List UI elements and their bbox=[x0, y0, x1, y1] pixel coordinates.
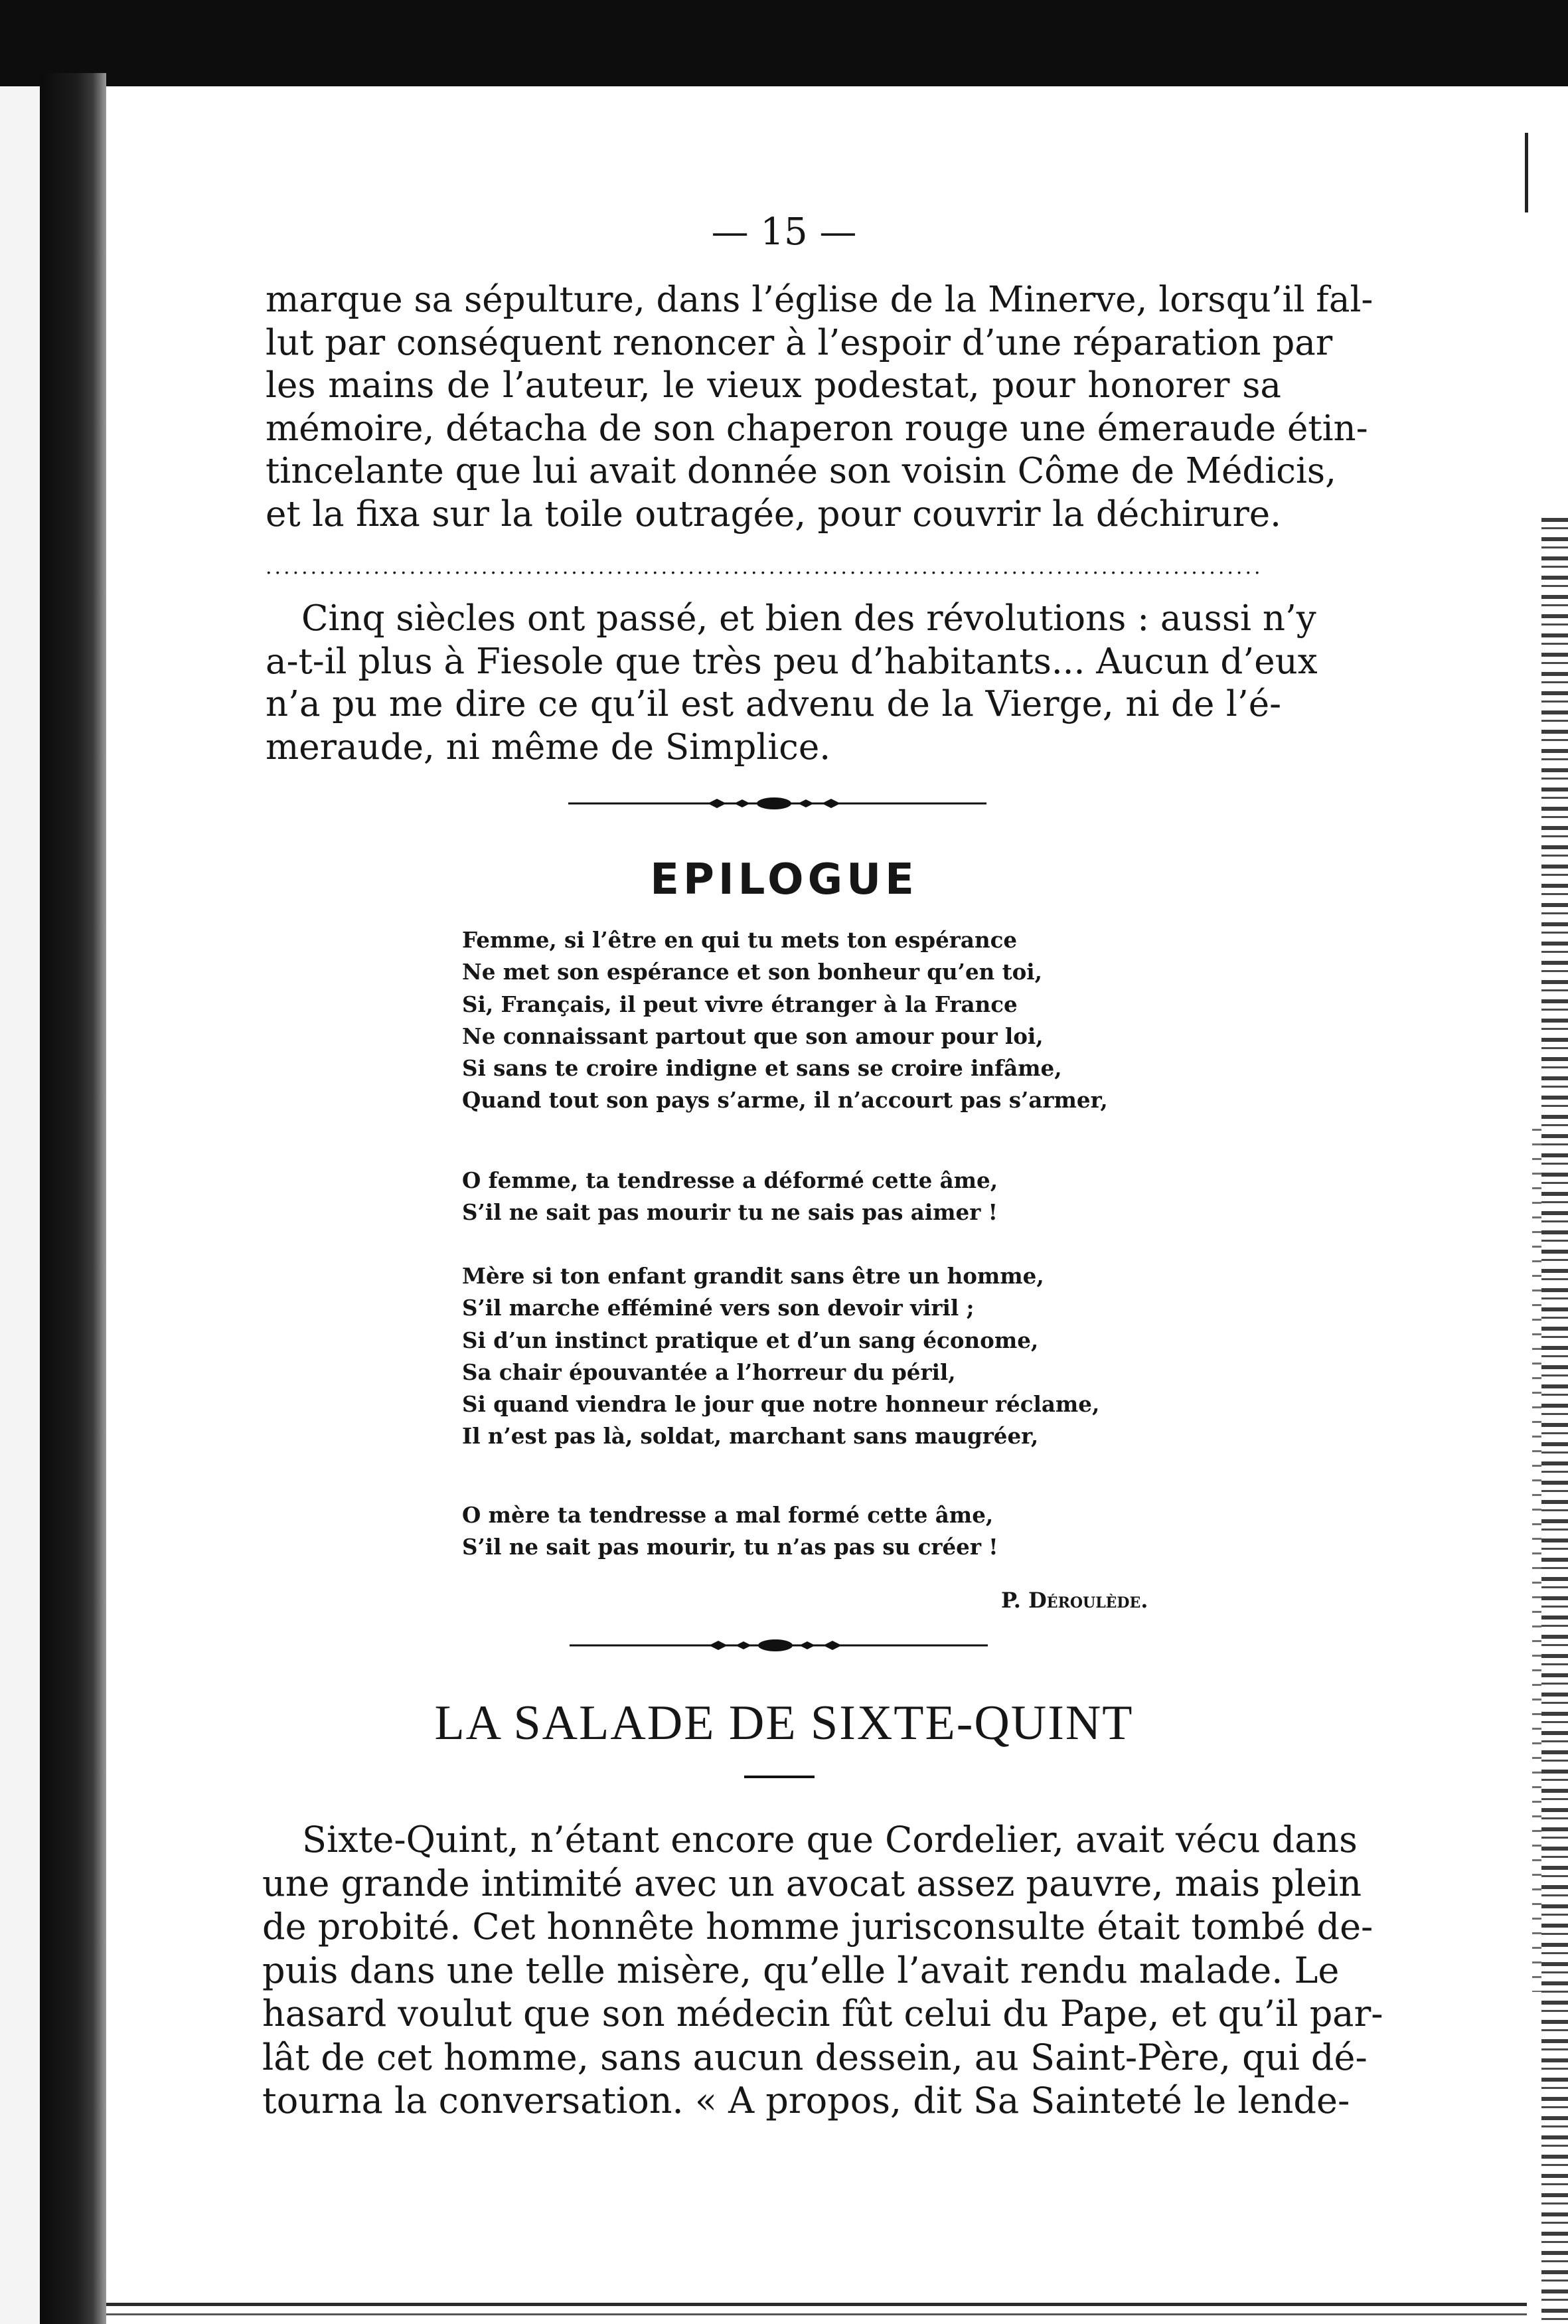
verse-line: S’il marche efféminé vers son devoir viril ; bbox=[462, 1295, 975, 1321]
section-title: LA SALADE DE SIXTE-QUINT bbox=[434, 1696, 1134, 1750]
scan-right-border bbox=[1541, 518, 1568, 2324]
verse-line: Ne connaissant partout que son amour pour loi, bbox=[462, 1023, 1044, 1049]
text-line: meraude, ni même de Simplice. bbox=[266, 726, 831, 768]
text-line: a-t-il plus à Fiesole que très peu d’habitants... Aucun d’eux bbox=[266, 641, 1318, 682]
verse-line: Si sans te croire indigne et sans se croire infâme, bbox=[462, 1055, 1062, 1082]
text-line: n’a pu me dire ce qu’il est advenu de la Vierge, ni de l’é- bbox=[266, 684, 1281, 724]
verse-line: Femme, si l’être en qui tu mets ton espérance bbox=[462, 927, 1018, 953]
epilogue-title: EPILOGUE bbox=[650, 855, 918, 904]
paragraph-2 bbox=[266, 598, 1318, 769]
verse-line: Si quand viendra le jour que notre honneur réclame, bbox=[462, 1391, 1100, 1418]
text-line: marque sa sépulture, dans l’église de la Minerve, lorsqu’il fal- bbox=[266, 280, 1373, 320]
verse-line: S’il ne sait pas mourir tu ne sais pas aimer ! bbox=[462, 1199, 998, 1226]
signature-initial: P. bbox=[1001, 1588, 1021, 1613]
scan-left-border bbox=[40, 73, 106, 2324]
text-line: de probité. Cet honnête homme jurisconsulte était tombé de- bbox=[262, 1906, 1373, 1948]
text-line: lât de cet homme, sans aucun dessein, au Saint-Père, qui dé- bbox=[262, 2036, 1368, 2078]
verse-line: Quand tout son pays s’arme, il n’accourt pas s’armer, bbox=[462, 1087, 1108, 1114]
verse-line: Si d’un instinct pratique et d’un sang économe, bbox=[462, 1327, 1039, 1353]
scan-right-speckle bbox=[1532, 1129, 1541, 1992]
poem-stanza-3 bbox=[462, 1260, 1325, 1453]
text-line: tourna la conversation. « A propos, dit Sa Sainteté le lende- bbox=[262, 2080, 1350, 2121]
poem-stanza-2 bbox=[462, 1165, 1325, 1229]
verse-line: Sa chair épouvantée a l’horreur du péril, bbox=[462, 1359, 956, 1385]
text-line: hasard voulut que son médecin fût celui du Pape, et qu’il par- bbox=[262, 1993, 1383, 2034]
verse-line: Ne met son espérance et son bonheur qu’en toi, bbox=[462, 959, 1042, 985]
signature-name: Déroulède. bbox=[1028, 1588, 1148, 1613]
text-line: mémoire, détacha de son chaperon rouge une émeraude étin- bbox=[266, 408, 1368, 449]
text-line: les mains de l’auteur, le vieux podestat, pour honorer sa bbox=[266, 365, 1281, 406]
text-line: tincelante que lui avait donnée son voisin Côme de Médicis, bbox=[266, 451, 1336, 491]
ornamental-divider bbox=[568, 797, 986, 810]
verse-line: Si, Français, il peut vivre étranger à la France bbox=[462, 991, 1018, 1017]
scan-top-border bbox=[0, 0, 1568, 86]
dotted-separator: ............................................................................................................... bbox=[266, 556, 1263, 579]
verse-line: O mère ta tendresse a mal formé cette âme, bbox=[462, 1502, 994, 1528]
scan-bottom-rule bbox=[106, 2303, 1527, 2306]
verse-line: O femme, ta tendresse a déformé cette âme, bbox=[462, 1167, 998, 1193]
text-line: Sixte-Quint, n’étant encore que Cordelier, avait vécu dans bbox=[302, 1819, 1358, 1861]
verse-line: Mère si ton enfant grandit sans être un homme, bbox=[462, 1263, 1044, 1289]
scan-right-mark bbox=[1525, 133, 1528, 212]
verse-line: S’il ne sait pas mourir, tu n’as pas su créer ! bbox=[462, 1534, 998, 1560]
poem-stanza-1 bbox=[462, 924, 1325, 1117]
text-line: Cinq siècles ont passé, et bien des révolutions : aussi n’y bbox=[301, 598, 1316, 639]
paragraph-3 bbox=[262, 1818, 1383, 2123]
text-line: puis dans une telle misère, qu’elle l’avait rendu malade. Le bbox=[262, 1949, 1340, 1991]
scan-left-margin bbox=[0, 73, 40, 2324]
poem-signature bbox=[1001, 1584, 1148, 1616]
poem-stanza-4 bbox=[462, 1499, 1325, 1564]
text-line: une grande intimité avec un avocat assez pauvre, mais plein bbox=[262, 1862, 1362, 1904]
ornamental-divider bbox=[570, 1639, 988, 1652]
title-underline bbox=[744, 1776, 815, 1778]
text-line: lut par conséquent renoncer à l’espoir d’une réparation par bbox=[266, 322, 1333, 363]
scan-bottom-rule-thin bbox=[106, 2313, 1527, 2315]
text-line: et la fixa sur la toile outragée, pour couvrir la déchirure. bbox=[266, 493, 1281, 535]
paragraph-1 bbox=[266, 279, 1373, 536]
page-number: — 15 — bbox=[711, 210, 857, 254]
verse-line: Il n’est pas là, soldat, marchant sans maugréer, bbox=[462, 1423, 1039, 1450]
